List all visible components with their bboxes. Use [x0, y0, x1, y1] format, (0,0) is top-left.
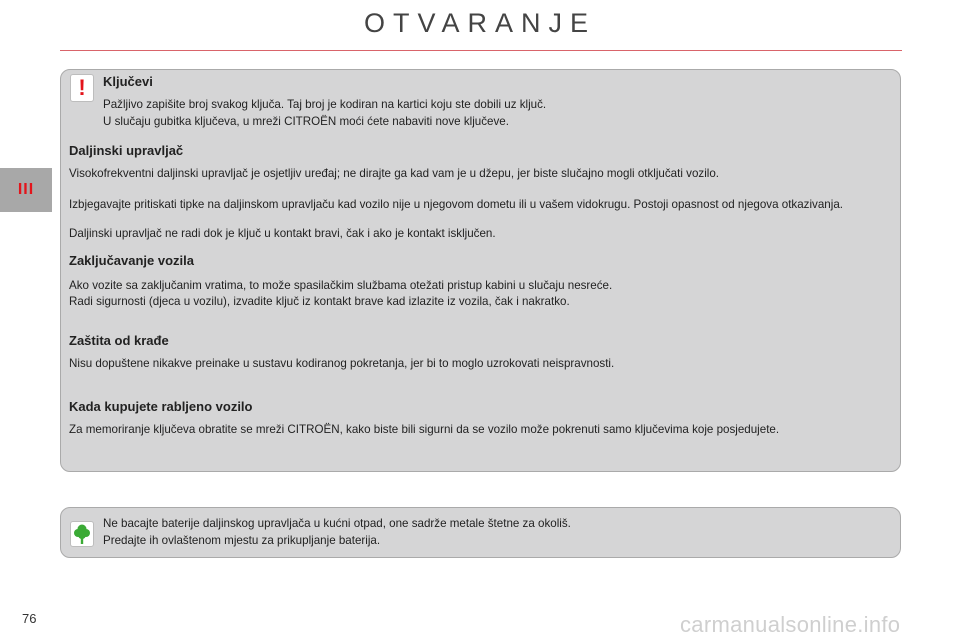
- keys-line-1: Pažljivo zapišite broj svakog ključa. Taj broj je kodiran na kartici koju ste dobili uz ključ.: [103, 98, 547, 111]
- watermark: carmanualsonline.info: [680, 612, 901, 637]
- section-title-theft: Zaštita od krađe: [69, 333, 169, 348]
- eco-note-box: [60, 507, 901, 558]
- used-vehicle-text: Za memoriranje ključeva obratite se mreži CITROËN, kako biste bili sigurni da se vozilo može pokrenuti samo ključevima koje posjedujete.: [69, 423, 780, 436]
- section-title-remote: Daljinski upravljač: [69, 143, 184, 158]
- eco-note-line-1: Ne bacajte baterije daljinskog upravljača u kućni otpad, one sadrže metale štetne za okoliš.: [103, 517, 571, 530]
- locking-line-1: Ako vozite sa zaključanim vratima, to može spasilačkim službama otežati pristup kabini u slučaju nesreće.: [69, 279, 613, 292]
- remote-paragraph-2: Izbjegavajte pritiskati tipke na daljinskom upravljaču kad vozilo nije u njegovom dometu ili u vašem vidokrugu. Postoji opasnost od njegova otkazivanja.: [69, 198, 843, 211]
- page-title: OTVARANJE: [363, 8, 597, 38]
- title-divider: [60, 50, 902, 51]
- tree-icon: [70, 521, 94, 547]
- section-title-locking: Zaključavanje vozila: [69, 253, 195, 268]
- section-title-used-vehicle: Kada kupujete rabljeno vozilo: [69, 399, 253, 414]
- section-title-keys: Ključevi: [103, 74, 153, 89]
- remote-paragraph-3: Daljinski upravljač ne radi dok je ključ u kontakt bravi, čak i ako je kontakt isključen.: [69, 227, 496, 240]
- locking-line-2: Radi sigurnosti (djeca u vozilu), izvadite ključ iz kontakt brave kad izlazite iz vozila, čak i nakratko.: [69, 295, 570, 308]
- keys-line-2: U slučaju gubitka ključeva, u mreži CITROËN moći ćete nabaviti nove ključeve.: [103, 115, 509, 128]
- remote-paragraph-1: Visokofrekventni daljinski upravljač je osjetljiv uređaj; ne dirajte ga kad vam je u džepu, jer biste slučajno mogli otključati vozilo.: [69, 167, 720, 180]
- page-number: 76: [22, 611, 37, 626]
- chapter-tab[interactable]: [0, 168, 52, 212]
- chapter-tab-label: III: [17, 181, 35, 198]
- eco-note-line-2: Predajte ih ovlaštenom mjestu za prikupljanje baterija.: [103, 534, 381, 547]
- theft-text: Nisu dopuštene nikakve preinake u sustavu kodiranog pokretanja, jer bi to moglo uzrokovati neispravnosti.: [69, 357, 615, 370]
- warning-icon: !: [70, 74, 94, 102]
